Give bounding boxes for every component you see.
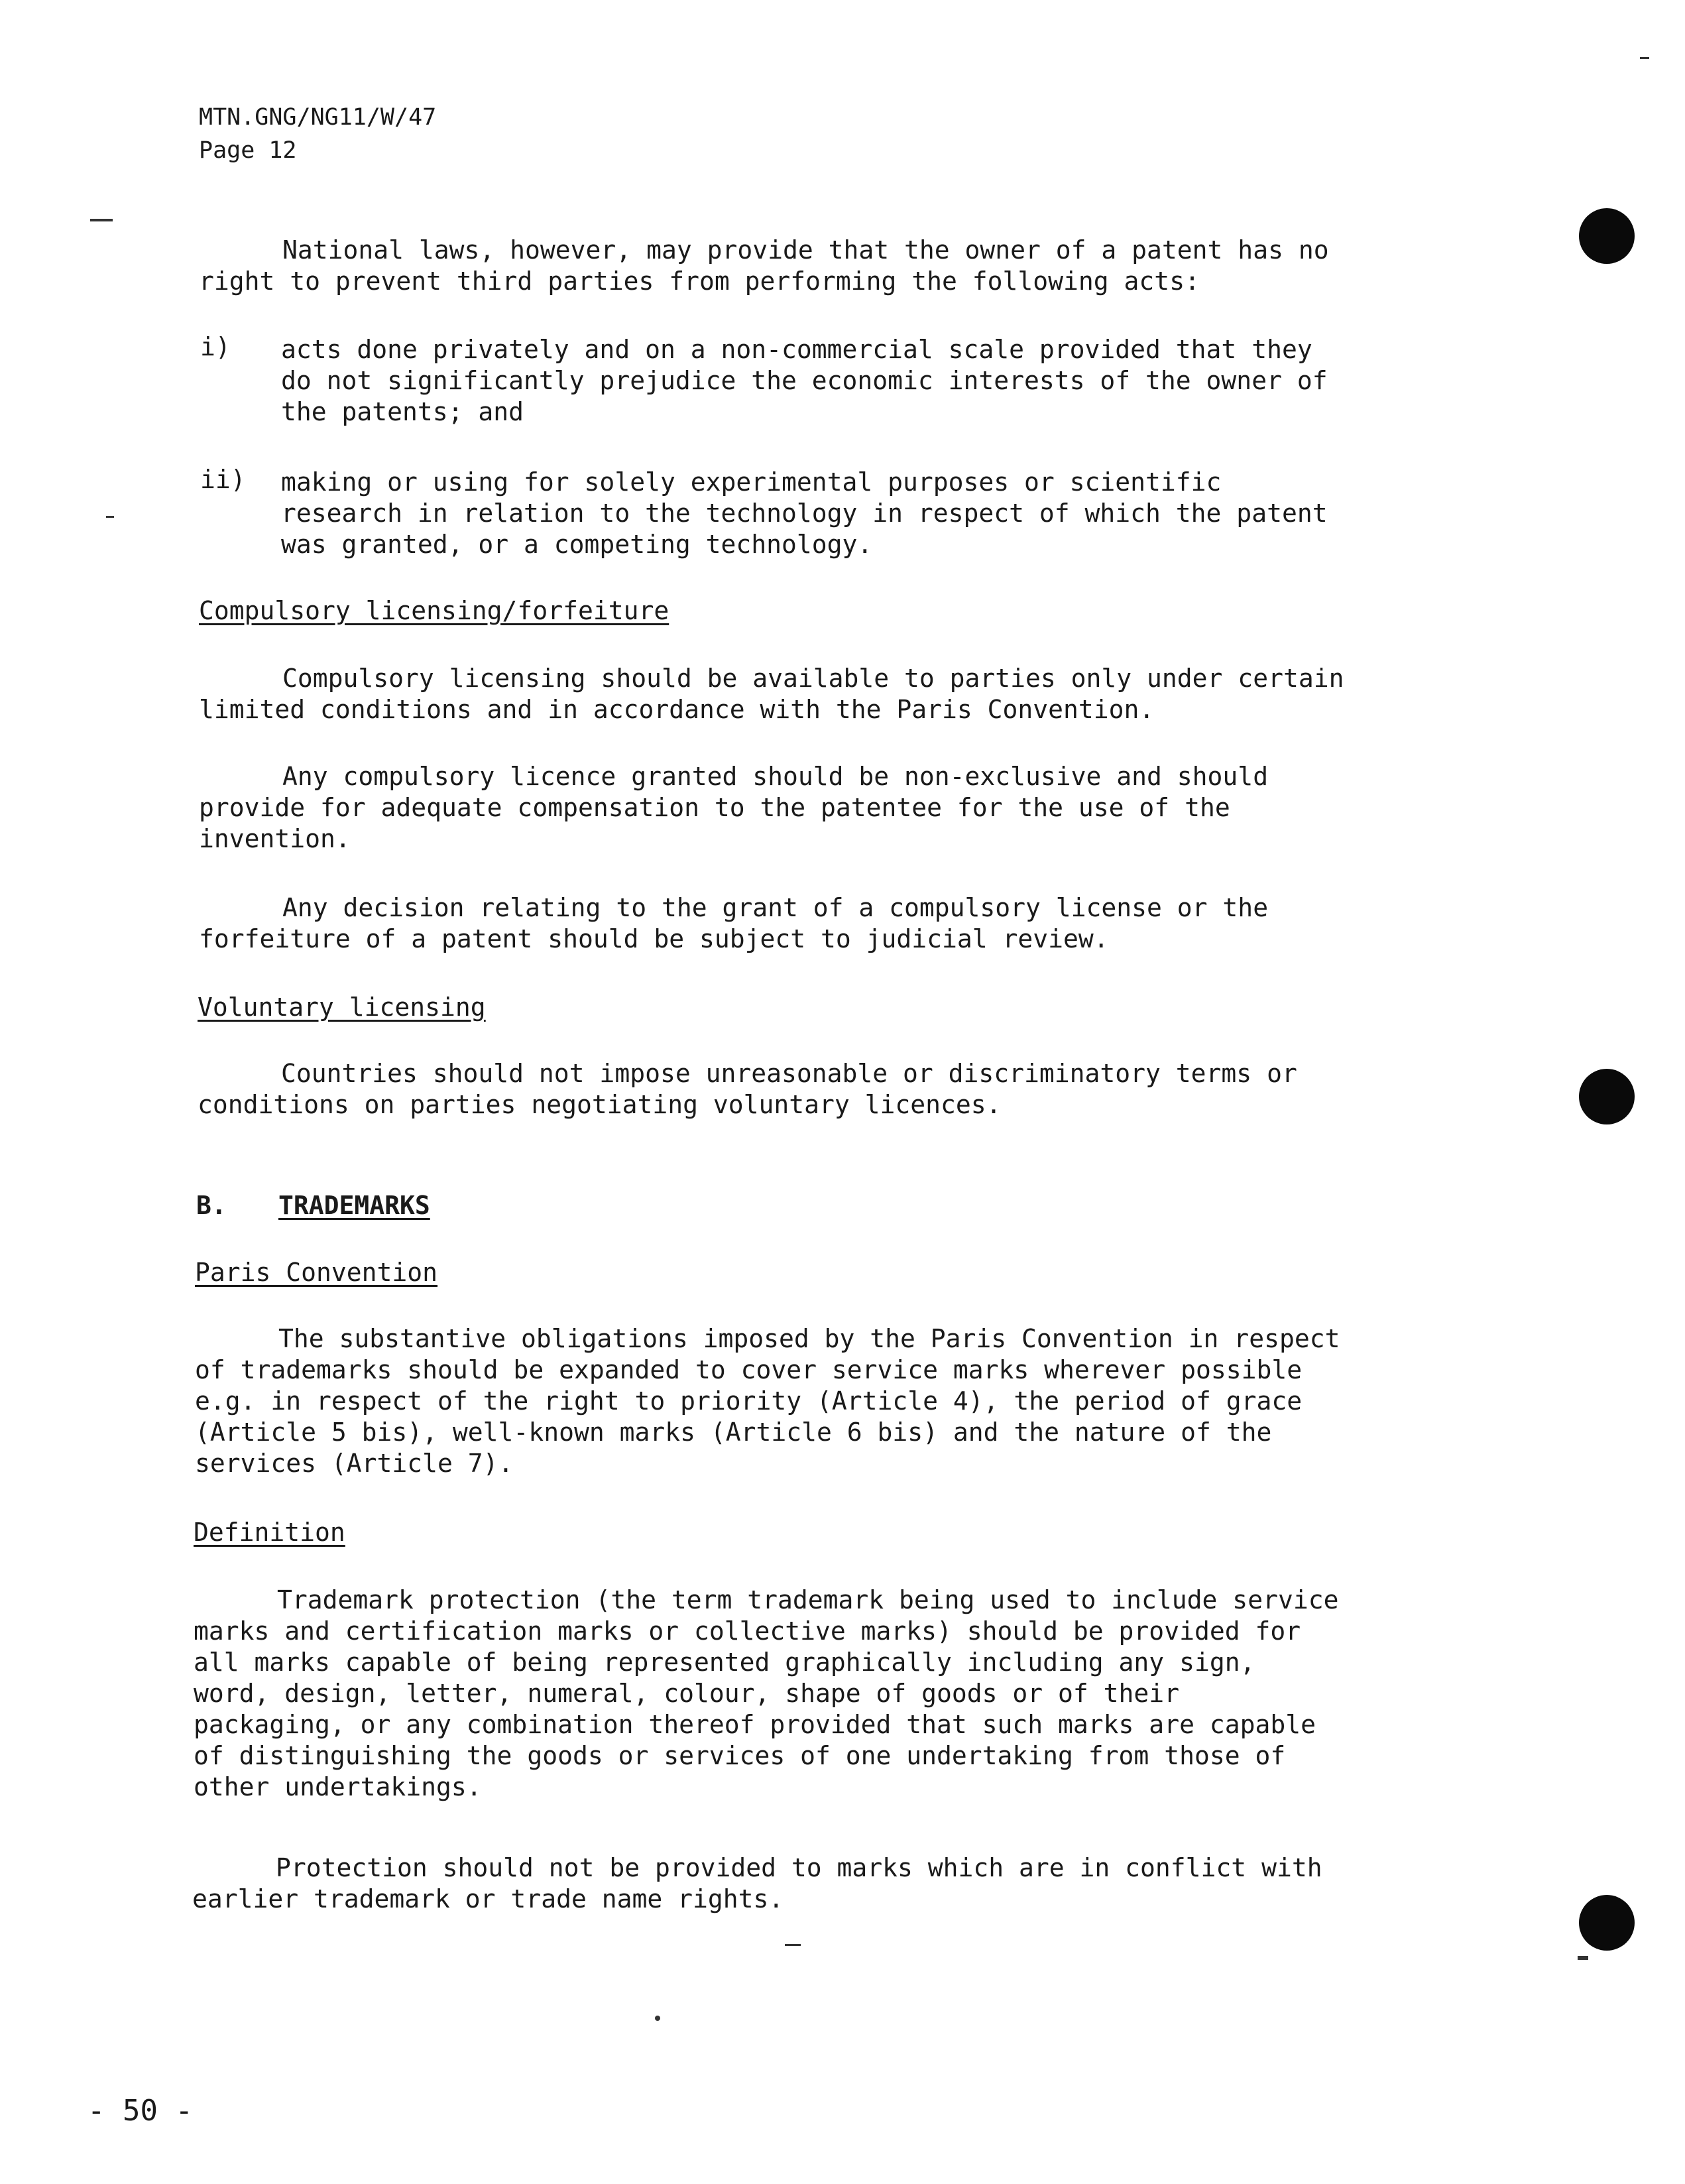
document-header <box>199 101 436 167</box>
list-item-number: i) <box>200 332 231 361</box>
intro-paragraph: National laws, however, may provide that the owner of a patent has no right to prevent third parties from performing the following acts: <box>199 235 1329 296</box>
page-label: Page 12 <box>199 137 297 164</box>
section-title-trademarks: TRADEMARKS <box>278 1191 430 1220</box>
list-item-number: ii) <box>200 465 246 494</box>
scan-mark <box>90 219 113 221</box>
section-letter: B. <box>196 1191 227 1220</box>
punch-hole <box>1579 208 1635 264</box>
scan-mark <box>785 1944 801 1946</box>
punch-hole <box>1579 1069 1635 1124</box>
paragraph: Any decision relating to the grant of a compulsory license or the forfeiture of a patent should be subject to judicial review. <box>199 893 1269 953</box>
paragraph: Compulsory licensing should be available to parties only under certain limited conditions and in accordance with the Paris Convention. <box>199 664 1344 724</box>
scan-mark <box>106 516 114 518</box>
scan-mark <box>655 2016 660 2021</box>
section-heading-voluntary: Voluntary licensing <box>198 993 486 1022</box>
paragraph: Trademark protection (the term trademark being used to include service marks and certification marks or collective marks) should be provided for all marks capable of being represented graphically including any sign, word, design, letter, numeral, colour, shape of goods or of their packaging, or any combination thereof provided that such marks are capable of distinguishing the goods or services of one undertaking from those of other undertakings. <box>194 1585 1339 1801</box>
scan-mark <box>1640 57 1649 59</box>
paragraph: Countries should not impose unreasonable or discriminatory terms or conditions on parties negotiating voluntary licences. <box>198 1059 1297 1119</box>
punch-hole <box>1579 1895 1635 1951</box>
section-heading-compulsory: Compulsory licensing/forfeiture <box>199 596 669 625</box>
page-number: - 50 - <box>87 2094 193 2128</box>
list-item-text: acts done privately and on a non-commercial scale provided that they do not significantly prejudice the economic interests of the owner of the patents; and <box>281 335 1328 426</box>
scan-mark <box>1578 1956 1588 1960</box>
section-heading-definition: Definition <box>194 1518 345 1547</box>
section-heading-paris: Paris Convention <box>195 1258 438 1287</box>
paragraph: Any compulsory licence granted should be non-exclusive and should provide for adequate compensation to the patentee for the use of the invention. <box>199 762 1269 853</box>
document-symbol: MTN.GNG/NG11/W/47 <box>199 104 437 131</box>
list-item-text: making or using for solely experimental purposes or scientific research in relation to the technology in respect of which the patent was granted, or a competing technology. <box>281 467 1328 559</box>
paragraph: Protection should not be provided to marks which are in conflict with earlier trademark or trade name rights. <box>192 1853 1322 1913</box>
paragraph: The substantive obligations imposed by the Paris Convention in respect of trademarks should be expanded to cover service marks wherever possible e.g. in respect of the right to priority (Article 4), the period of grace (Article 5 bis), well-known marks (Article 6 bis) and the nature of the services (Article 7). <box>195 1324 1340 1478</box>
